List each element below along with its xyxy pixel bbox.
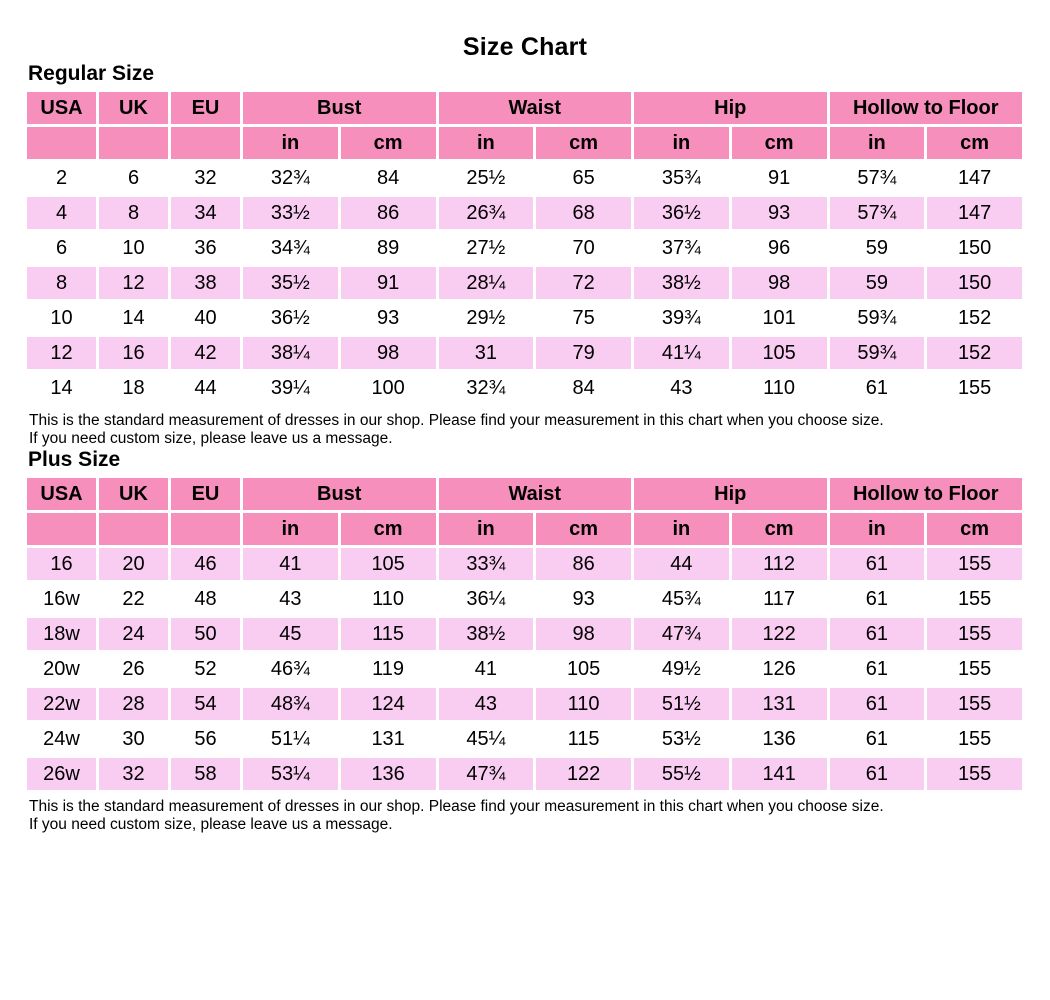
regular-size-section [27,62,1023,448]
table-cell: 38½ [634,267,729,299]
table-cell: 39¼ [243,372,338,404]
table-cell: 93 [732,197,827,229]
table-row [27,372,1022,404]
header-cell-waist: Waist [439,478,632,510]
header-cell-uk: UK [99,478,168,510]
header-cell-hip-cm: cm [732,513,827,545]
table-cell: 96 [732,232,827,264]
table-cell: 55½ [634,758,729,790]
table-cell: 68 [536,197,631,229]
table-cell: 93 [536,583,631,615]
table-cell: 136 [732,723,827,755]
table-cell: 112 [732,548,827,580]
table-cell: 155 [927,688,1022,720]
table-cell: 33½ [243,197,338,229]
table-cell: 155 [927,583,1022,615]
table-cell: 44 [171,372,240,404]
header-cell-waist-cm: cm [536,127,631,159]
table-cell: 61 [830,372,925,404]
table-cell: 57¾ [830,197,925,229]
table-cell: 48¾ [243,688,338,720]
table-cell: 52 [171,653,240,685]
table-cell: 93 [341,302,436,334]
table-cell: 26w [27,758,96,790]
table-cell: 105 [536,653,631,685]
table-cell: 70 [536,232,631,264]
table-cell: 37¾ [634,232,729,264]
table-cell: 46 [171,548,240,580]
table-cell: 16w [27,583,96,615]
table-cell: 12 [99,267,168,299]
table-cell: 61 [830,758,925,790]
table-cell: 45 [243,618,338,650]
table-cell: 22w [27,688,96,720]
table-row [27,232,1022,264]
table-cell: 10 [27,302,96,334]
table-header-unit-row [27,127,1022,159]
table-cell: 20 [99,548,168,580]
table-cell: 98 [536,618,631,650]
table-header-group-row [27,478,1022,510]
table-cell: 57¾ [830,162,925,194]
table-cell: 32 [99,758,168,790]
header-cell-waist-cm: cm [536,513,631,545]
table-cell: 110 [536,688,631,720]
table-cell: 38¼ [243,337,338,369]
table-cell: 41¼ [634,337,729,369]
table-cell: 8 [99,197,168,229]
table-cell: 110 [732,372,827,404]
table-cell: 61 [830,723,925,755]
regular-size-heading: Regular Size [28,62,155,85]
table-cell: 150 [927,232,1022,264]
table-cell: 131 [341,723,436,755]
table-cell: 101 [732,302,827,334]
plus-size-table-body [27,548,1022,790]
table-row [27,302,1022,334]
table-cell: 147 [927,197,1022,229]
table-cell: 61 [830,618,925,650]
header-cell-hip-cm: cm [732,127,827,159]
table-cell: 6 [99,162,168,194]
header-cell-eu: EU [171,92,240,124]
table-cell: 150 [927,267,1022,299]
header-cell-waist-in: in [439,127,534,159]
table-cell: 31 [439,337,534,369]
table-cell: 34¾ [243,232,338,264]
header-cell-hip: Hip [634,478,827,510]
table-cell: 58 [171,758,240,790]
table-cell: 98 [341,337,436,369]
table-cell: 46¾ [243,653,338,685]
table-cell: 18w [27,618,96,650]
table-cell: 35½ [243,267,338,299]
table-cell: 59¾ [830,337,925,369]
table-cell: 34 [171,197,240,229]
table-row [27,583,1022,615]
note-line: This is the standard measurement of dresses in our shop. Please find your measurement in this chart when you choose size. [29,412,884,429]
table-cell: 53¼ [243,758,338,790]
table-cell: 41 [439,653,534,685]
note-line: If you need custom size, please leave us a message. [29,430,393,447]
table-cell: 36½ [634,197,729,229]
table-cell: 155 [927,618,1022,650]
table-cell: 10 [99,232,168,264]
table-cell: 155 [927,372,1022,404]
header-cell-usa: USA [27,478,96,510]
table-cell: 32 [171,162,240,194]
table-header-unit-row [27,513,1022,545]
header-cell-bust-in: in [243,127,338,159]
table-cell: 32¾ [243,162,338,194]
table-row [27,337,1022,369]
table-cell: 47¾ [439,758,534,790]
table-cell: 119 [341,653,436,685]
table-row [27,162,1022,194]
table-cell: 59 [830,232,925,264]
table-cell: 56 [171,723,240,755]
header-cell-bust-in: in [243,513,338,545]
table-cell: 126 [732,653,827,685]
header-cell-waist: Waist [439,92,632,124]
table-cell: 20w [27,653,96,685]
table-cell: 100 [341,372,436,404]
header-cell-bust: Bust [243,478,436,510]
table-row [27,267,1022,299]
table-cell: 38½ [439,618,534,650]
header-cell-hollow-in: in [830,127,925,159]
table-cell: 30 [99,723,168,755]
table-cell: 155 [927,653,1022,685]
table-cell: 14 [99,302,168,334]
table-cell: 152 [927,337,1022,369]
table-header-group-row [27,92,1022,124]
table-cell: 29½ [439,302,534,334]
plus-size-table [24,475,1025,793]
table-cell: 72 [536,267,631,299]
table-cell: 147 [927,162,1022,194]
table-cell: 26¾ [439,197,534,229]
table-cell: 8 [27,267,96,299]
table-cell: 115 [341,618,436,650]
table-cell: 89 [341,232,436,264]
table-cell: 48 [171,583,240,615]
note-line: If you need custom size, please leave us a message. [29,816,393,833]
table-cell: 61 [830,688,925,720]
table-cell: 65 [536,162,631,194]
table-row [27,758,1022,790]
table-cell: 59¾ [830,302,925,334]
table-cell: 105 [732,337,827,369]
regular-size-note [29,412,1023,448]
table-cell: 141 [732,758,827,790]
table-cell: 42 [171,337,240,369]
table-cell: 2 [27,162,96,194]
table-cell: 98 [732,267,827,299]
table-cell: 110 [341,583,436,615]
table-cell: 131 [732,688,827,720]
table-cell: 39¾ [634,302,729,334]
header-cell-uk: UK [99,92,168,124]
header-cell-waist-in: in [439,513,534,545]
table-cell: 61 [830,653,925,685]
table-cell: 14 [27,372,96,404]
table-cell: 115 [536,723,631,755]
table-cell: 122 [732,618,827,650]
table-cell: 6 [27,232,96,264]
table-cell: 24w [27,723,96,755]
header-cell-hip-in: in [634,127,729,159]
table-cell: 4 [27,197,96,229]
table-cell: 40 [171,302,240,334]
header-cell-hollow-to-floor: Hollow to Floor [830,478,1023,510]
table-cell: 91 [341,267,436,299]
header-cell-hip: Hip [634,92,827,124]
table-cell: 152 [927,302,1022,334]
header-cell-bust-cm: cm [341,513,436,545]
table-cell: 27½ [439,232,534,264]
table-cell: 43 [439,688,534,720]
table-cell: 155 [927,723,1022,755]
table-cell: 59 [830,267,925,299]
page-title: Size Chart [462,33,588,61]
table-cell: 84 [536,372,631,404]
regular-size-table-body [27,162,1022,404]
header-cell-hollow-in: in [830,513,925,545]
table-cell: 38 [171,267,240,299]
table-cell: 86 [341,197,436,229]
table-cell: 124 [341,688,436,720]
table-cell: 18 [99,372,168,404]
table-row [27,688,1022,720]
table-cell: 75 [536,302,631,334]
table-row [27,197,1022,229]
header-empty-cell [27,513,96,545]
table-cell: 49½ [634,653,729,685]
table-cell: 33¾ [439,548,534,580]
table-cell: 50 [171,618,240,650]
table-cell: 155 [927,758,1022,790]
header-cell-hollow-cm: cm [927,513,1022,545]
header-empty-cell [99,127,168,159]
table-cell: 136 [341,758,436,790]
table-row [27,618,1022,650]
table-cell: 155 [927,548,1022,580]
table-row [27,723,1022,755]
table-cell: 79 [536,337,631,369]
table-cell: 45¼ [439,723,534,755]
table-cell: 22 [99,583,168,615]
header-empty-cell [99,513,168,545]
plus-size-section [27,448,1023,834]
table-cell: 91 [732,162,827,194]
table-cell: 25½ [439,162,534,194]
note-line: This is the standard measurement of dresses in our shop. Please find your measurement in this chart when you choose size. [29,798,884,815]
header-cell-hollow-cm: cm [927,127,1022,159]
table-cell: 117 [732,583,827,615]
header-cell-eu: EU [171,478,240,510]
table-cell: 41 [243,548,338,580]
table-row [27,653,1022,685]
table-cell: 43 [634,372,729,404]
table-cell: 54 [171,688,240,720]
table-cell: 45¾ [634,583,729,615]
header-cell-hollow-to-floor: Hollow to Floor [830,92,1023,124]
header-cell-hip-in: in [634,513,729,545]
header-cell-bust: Bust [243,92,436,124]
table-cell: 36½ [243,302,338,334]
table-cell: 51¼ [243,723,338,755]
table-cell: 26 [99,653,168,685]
table-cell: 122 [536,758,631,790]
header-cell-bust-cm: cm [341,127,436,159]
header-empty-cell [27,127,96,159]
table-cell: 36¼ [439,583,534,615]
table-cell: 28 [99,688,168,720]
table-cell: 28¼ [439,267,534,299]
plus-size-note [29,798,1023,834]
header-cell-usa: USA [27,92,96,124]
table-cell: 16 [27,548,96,580]
table-cell: 47¾ [634,618,729,650]
table-cell: 32¾ [439,372,534,404]
header-empty-cell [171,513,240,545]
table-cell: 51½ [634,688,729,720]
table-cell: 36 [171,232,240,264]
table-cell: 61 [830,548,925,580]
plus-size-heading: Plus Size [28,448,121,471]
table-cell: 86 [536,548,631,580]
header-empty-cell [171,127,240,159]
table-cell: 24 [99,618,168,650]
table-cell: 12 [27,337,96,369]
regular-size-table [24,89,1025,407]
table-cell: 43 [243,583,338,615]
table-row [27,548,1022,580]
table-cell: 53½ [634,723,729,755]
table-cell: 105 [341,548,436,580]
table-cell: 44 [634,548,729,580]
table-cell: 61 [830,583,925,615]
table-cell: 35¾ [634,162,729,194]
table-cell: 84 [341,162,436,194]
table-cell: 16 [99,337,168,369]
